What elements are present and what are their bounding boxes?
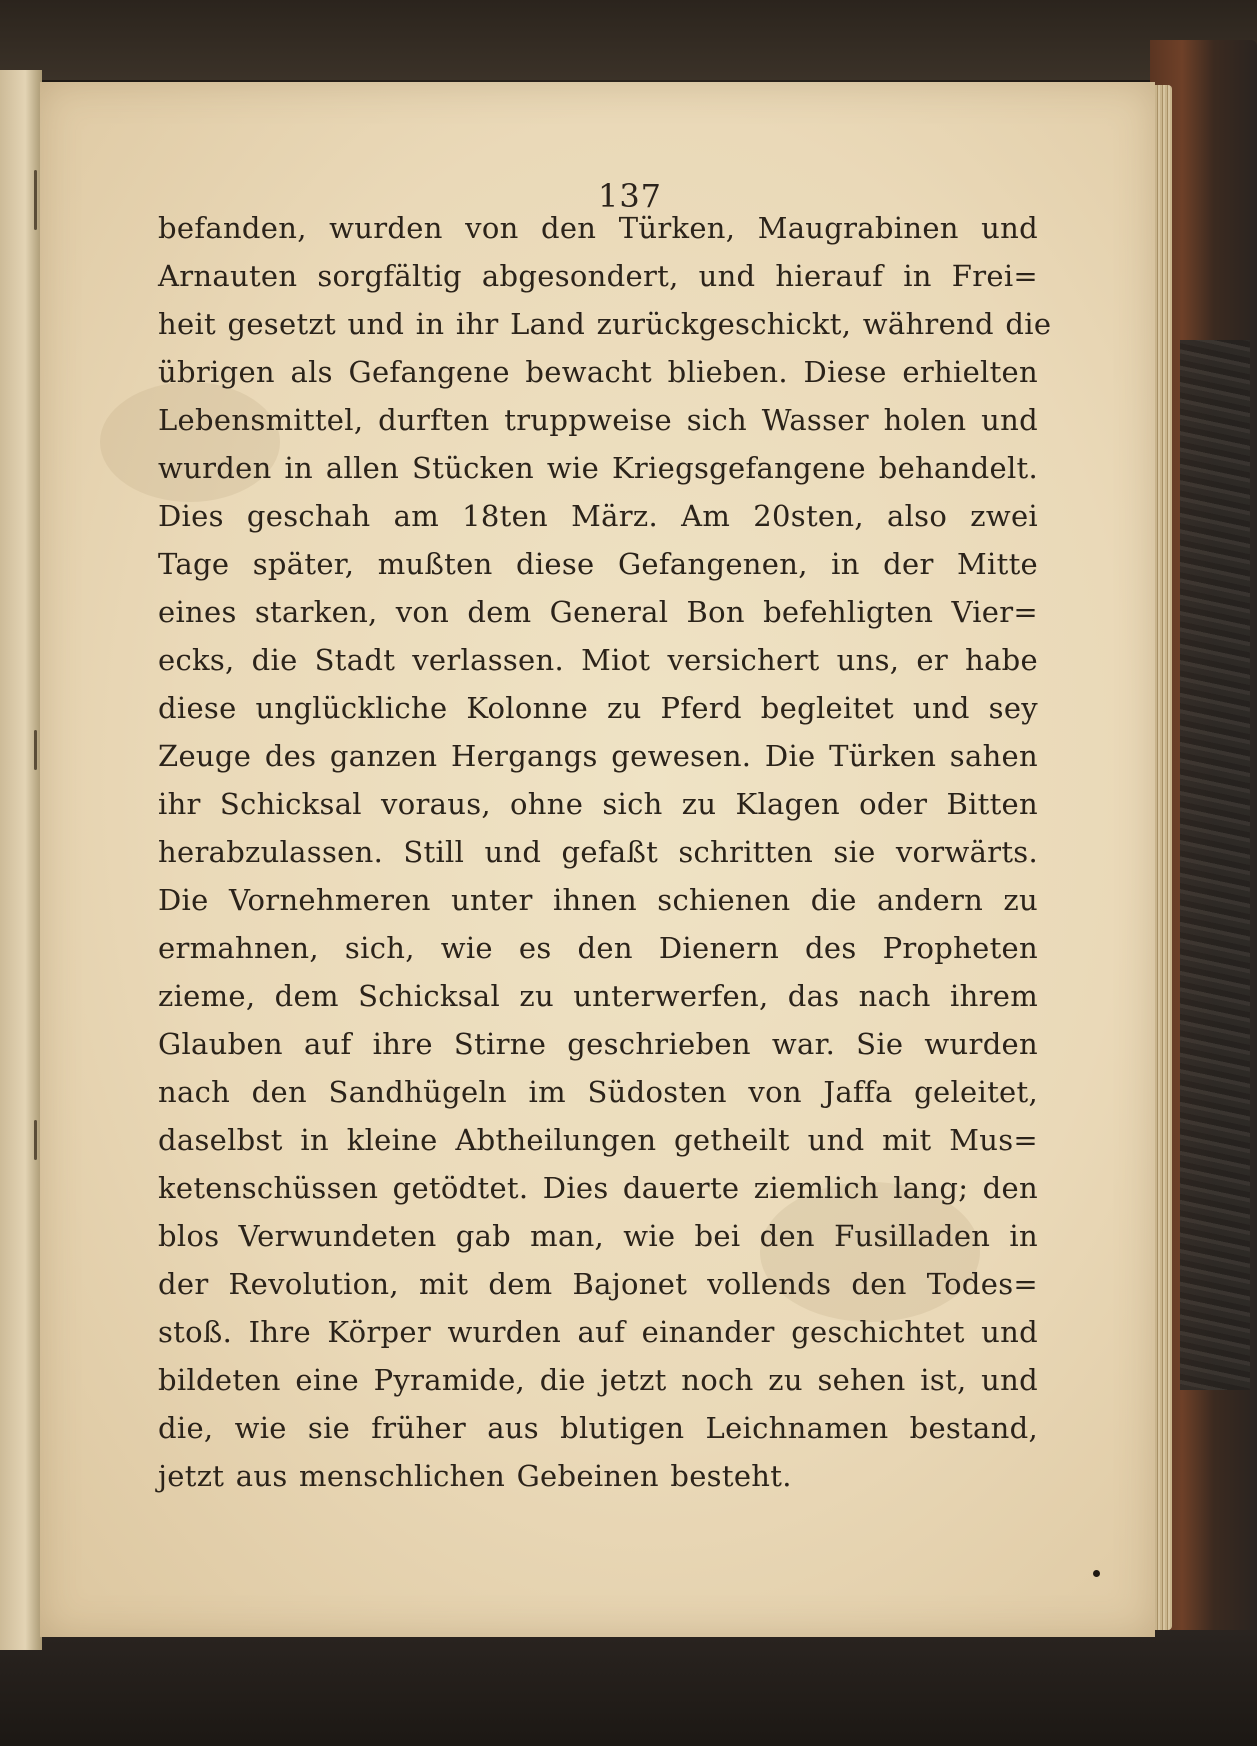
bottom-edge-background: [0, 1630, 1257, 1746]
body-text: [158, 204, 1052, 1500]
text-line: jetzt aus menschlichen Gebeinen besteht.: [158, 1459, 792, 1493]
text-line: herabzulassen. Still und gefaßt schritten sie vorwärts.: [158, 835, 1038, 869]
text-line: Die Vornehmeren unter ihnen schienen die andern zu: [158, 883, 1038, 917]
text-line: bildeten eine Pyramide, die jetzt noch zu sehen ist, und: [158, 1363, 1038, 1397]
page-number: 137: [597, 177, 663, 215]
text-line: nach den Sandhügeln im Südosten von Jaffa geleitet,: [158, 1075, 1038, 1109]
text-line: ecks, die Stadt verlassen. Miot versichert uns, er habe: [158, 643, 1038, 677]
text-line: Arnauten sorgfältig abgesondert, und hierauf in Frei=: [158, 259, 1038, 293]
text-line: die, wie sie früher aus blutigen Leichnamen bestand,: [158, 1411, 1038, 1445]
text-line: daselbst in kleine Abtheilungen getheilt und mit Mus=: [158, 1123, 1038, 1157]
text-line: Glauben auf ihre Stirne geschrieben war. Sie wurden: [158, 1027, 1038, 1061]
text-line: ketenschüssen getödtet. Dies dauerte ziemlich lang; den: [158, 1171, 1038, 1205]
previous-page-edge: [0, 70, 42, 1650]
text-line: blos Verwundeten gab man, wie bei den Fusilladen in: [158, 1219, 1038, 1253]
text-line: übrigen als Gefangene bewacht blieben. Diese erhielten: [158, 355, 1038, 389]
text-line: heit gesetzt und in ihr Land zurückgeschickt, während die: [158, 307, 1052, 341]
text-line: Dies geschah am 18ten März. Am 20sten, also zwei: [158, 499, 1038, 533]
text-line: diese unglückliche Kolonne zu Pferd begleitet und sey: [158, 691, 1038, 725]
text-line: ermahnen, sich, wie es den Dienern des Propheten: [158, 931, 1038, 965]
text-line: ihr Schicksal voraus, ohne sich zu Klagen oder Bitten: [158, 787, 1038, 821]
margin-mark: [34, 1120, 37, 1160]
margin-mark: [34, 730, 37, 770]
book-page: [40, 82, 1155, 1637]
text-line: Tage später, mußten diese Gefangenen, in der Mitte: [158, 547, 1038, 581]
text-line: befanden, wurden von den Türken, Maugrabinen und: [158, 211, 1038, 245]
text-line: zieme, dem Schicksal zu unterwerfen, das nach ihrem: [158, 979, 1038, 1013]
text-line: der Revolution, mit dem Bajonet vollends den Todes=: [158, 1267, 1038, 1301]
text-line: Lebensmittel, durften truppweise sich Wasser holen und: [158, 403, 1038, 437]
margin-mark: [34, 170, 37, 230]
ink-dot: [1093, 1570, 1100, 1577]
text-line: stoß. Ihre Körper wurden auf einander geschichtet und: [158, 1315, 1038, 1349]
top-edge-background: [0, 0, 1257, 80]
text-line: wurden in allen Stücken wie Kriegsgefangene behandelt.: [158, 451, 1038, 485]
text-line: Zeuge des ganzen Hergangs gewesen. Die Türken sahen: [158, 739, 1038, 773]
text-line: eines starken, von dem General Bon befehligten Vier=: [158, 595, 1038, 629]
